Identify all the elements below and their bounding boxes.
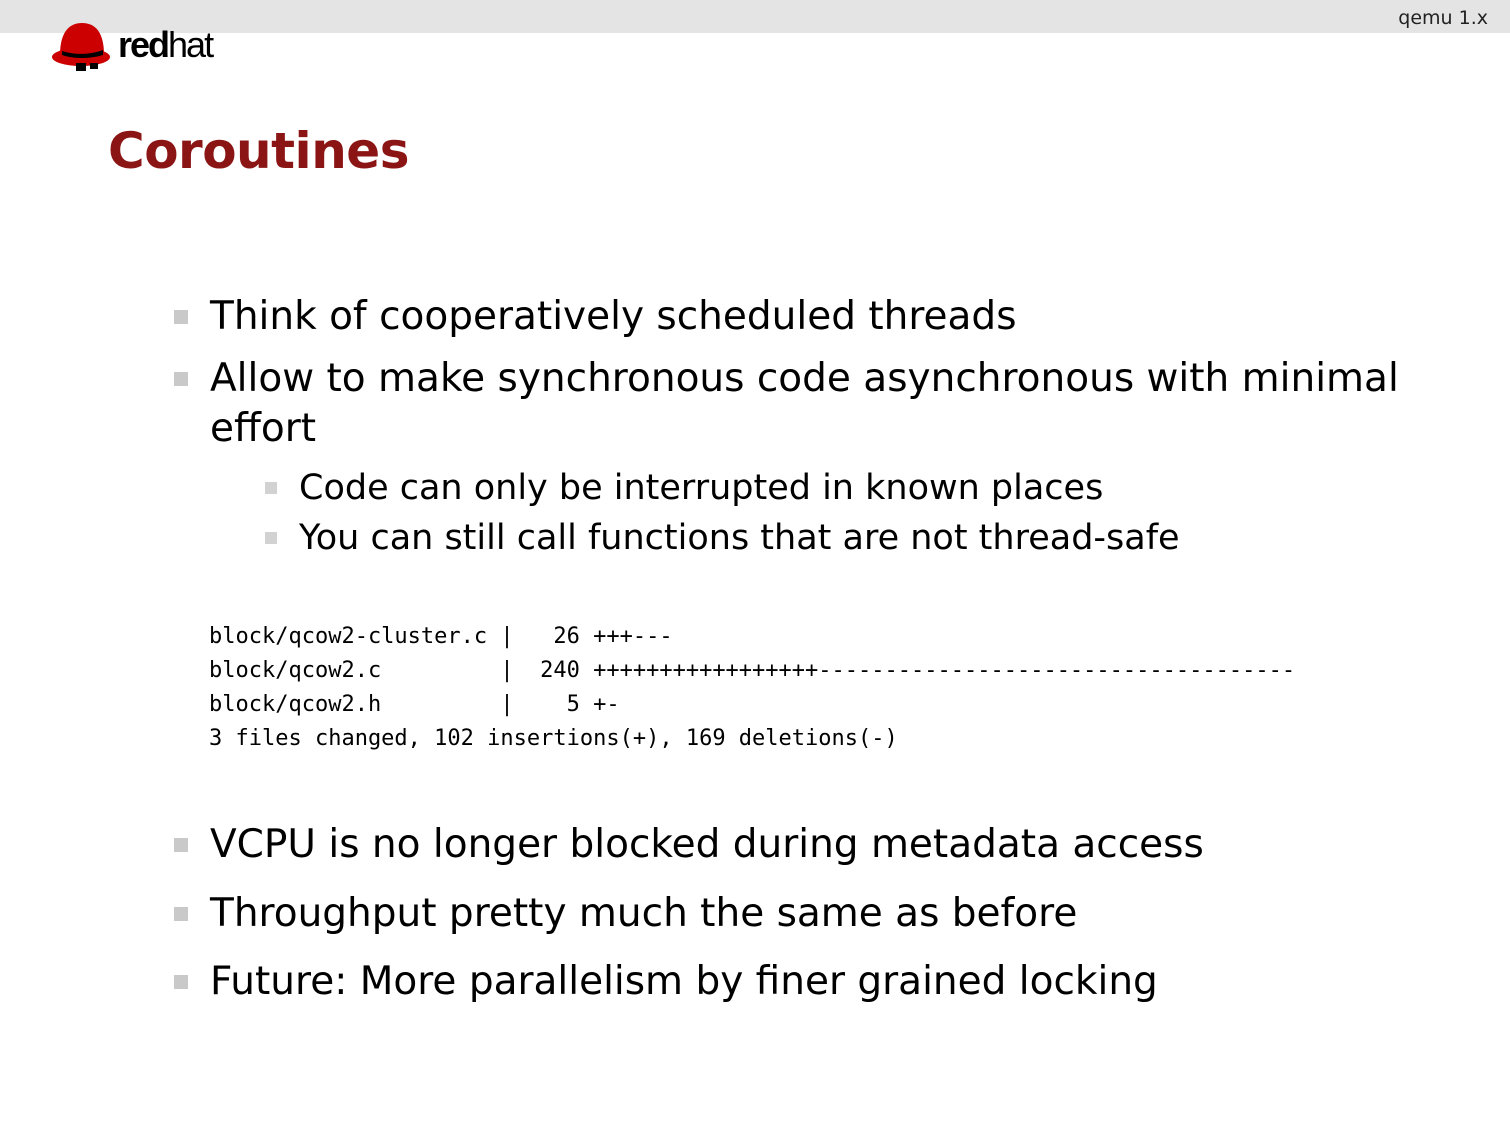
bullet-marker xyxy=(174,372,188,386)
redhat-shadowman-icon xyxy=(50,19,112,71)
bullet-item: Future: More parallelism by finer grained locking xyxy=(210,959,1158,1004)
diffstat-line: block/qcow2.h | 5 +- xyxy=(209,692,620,717)
header-presentation-label: qemu 1.x xyxy=(1398,7,1488,29)
sub-bullet-marker xyxy=(265,482,277,494)
bullet-item: VCPU is no longer blocked during metadata access xyxy=(210,822,1204,867)
header-bar xyxy=(0,0,1510,33)
diffstat-code-block xyxy=(209,620,1295,756)
bullet-item: Allow to make synchronous code asynchronous with minimal xyxy=(210,356,1399,401)
bullet-item-continuation: effort xyxy=(210,406,317,451)
sub-bullet-marker xyxy=(265,532,277,544)
bullet-item: Throughput pretty much the same as before xyxy=(210,891,1078,936)
bullet-item: Think of cooperatively scheduled threads xyxy=(210,294,1017,339)
sub-bullet-item: You can still call functions that are not thread-safe xyxy=(299,518,1180,558)
redhat-wordmark: redhat xyxy=(118,24,213,65)
diffstat-line: block/qcow2.c | 240 +++++++++++++++++------------------------------------ xyxy=(209,658,1296,683)
slide-title: Coroutines xyxy=(108,122,409,180)
diffstat-summary: 3 files changed, 102 insertions(+), 169 deletions(-) xyxy=(209,726,898,751)
bullet-marker xyxy=(174,310,188,324)
bullet-marker xyxy=(174,838,188,852)
sub-bullet-item: Code can only be interrupted in known places xyxy=(299,468,1104,508)
bullet-marker xyxy=(174,907,188,921)
diffstat-line: block/qcow2-cluster.c | 26 +++--- xyxy=(209,624,673,649)
bullet-marker xyxy=(174,975,188,989)
redhat-logo xyxy=(50,18,212,72)
